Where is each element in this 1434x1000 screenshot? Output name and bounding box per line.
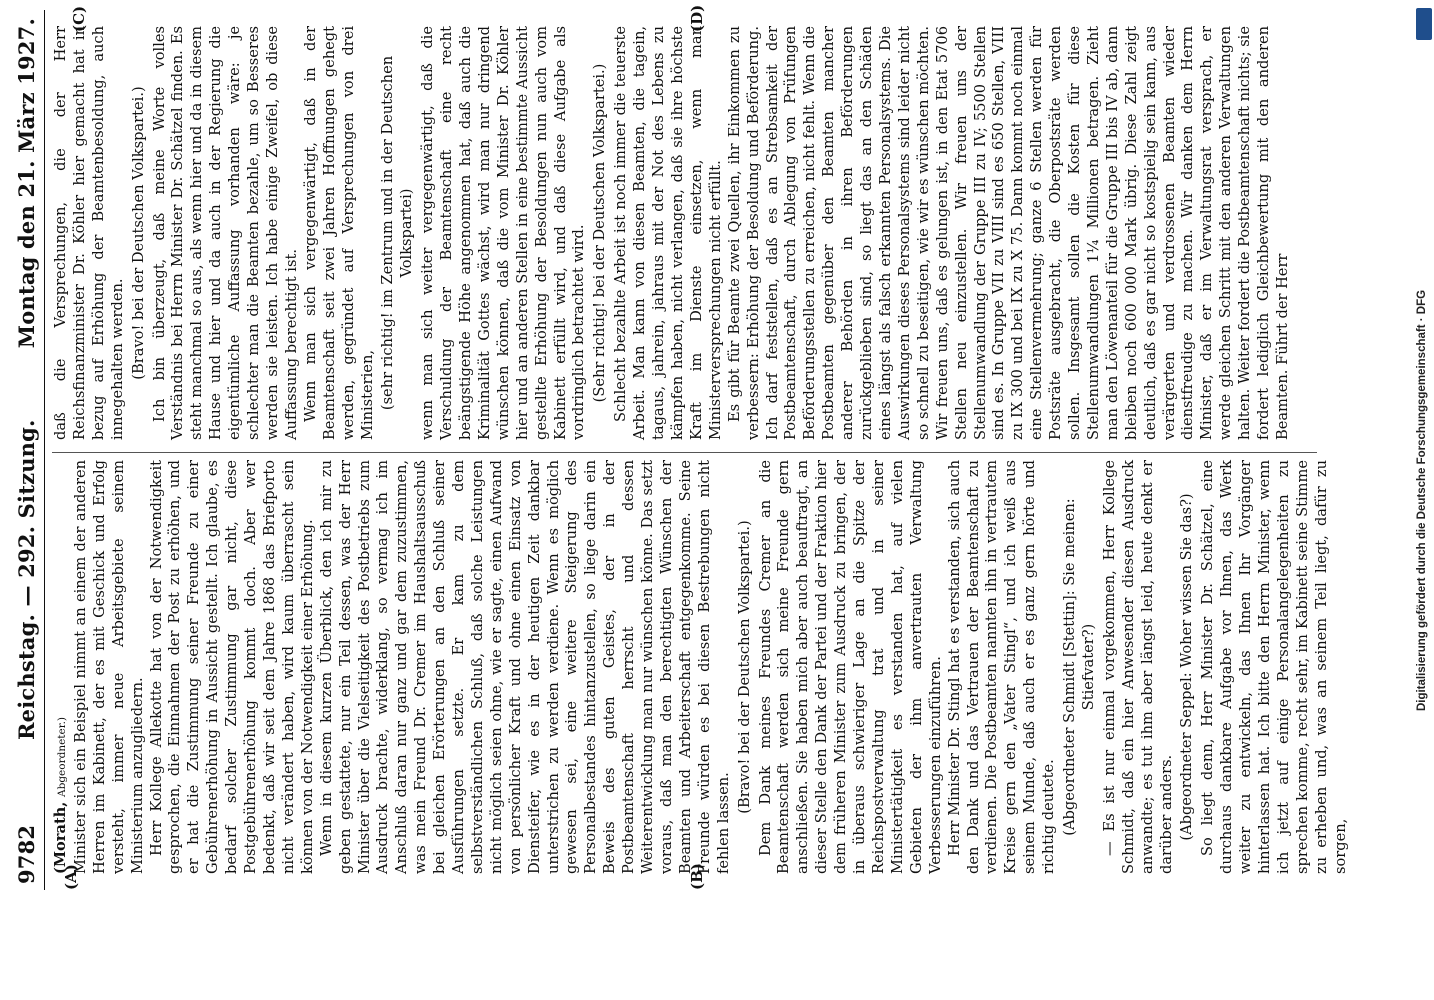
page-number: 9782 <box>14 824 39 884</box>
interjection-note: (Abgeordneter Schmidt [Stettin]: Sie meinen: Stiefvater?) <box>1061 498 1097 836</box>
margin-marker-a: (A) <box>62 864 80 890</box>
digitization-credit <box>1412 8 1432 993</box>
paragraph: Wenn in diesem kurzen Überblick, den ich mir zu geben gestattete, nur ein Teil dessen, was der Herr Minister über die Vielseitigkeit des Postbetriebs zum Ausdruck brachte, widerklang, so vermag ich im Anschluß daran nur ganz und gar dem zuzustimmen, was mein Freund Dr. Cremer im Haushaltsausschuß bei gleichen Erörterungen an den Schluß seiner Ausführungen setzte. Er kam zu dem selbstverständlichen Schluß, daß solche Leistungen nicht möglich seien ohne, wie er sagte, einen Aufwand von persönlicher Kraft und ohne einen Einsatz von Diensteifer, wie es in der heutigen Zeit dankbar unterstrichen zu werden verdiene. Wenn es möglich gewesen sei, eine weitere Steigerung des Personalbestandes hintanzustellen, so liege darin ein Beweis des guten Geistes, der in der Postbeamtenschaft herrscht und dessen Weiterentwicklung man nur wünschen könne. Das setzt voraus, daß man den berechtigten Wünschen der Beamten und Arbeiterschaft entgegenkomme. Seine Freunde würden es bei diesen Bestrebungen nicht fehlen lassen. <box>317 460 732 874</box>
paragraph: wenn man sich weiter vergegenwärtigt, daß die Verschuldung der Beamtenschaft eine recht beängstigende Höhe angenommen hat, daß auch die Kriminalität Gottes wächst, wird man nur dringend wünschen können, daß die vom Minister Dr. Köhler hier und an anderen Stellen in eine bestimmte Aussicht gestellte Erhöhung der Besoldungen nun auch vom Kabinett erfüllt wird, und daß diese Aufgabe als vordringlich betrachtet wird. <box>419 26 588 440</box>
dfg-logo-icon <box>1416 8 1432 40</box>
column-divider <box>52 452 1317 453</box>
page-header <box>10 10 45 890</box>
paragraph: Herr Kollege Allekotte hat von der Notwendigkeit gesprochen, die Einnahmen der Post zu erhöhen, und er hat die Zustimmung seiner Freunde zu einer Gebührenerhöhung in Aussicht gestellt. Ich glaube, es bedarf solcher Zustimmung gar nicht, diese Postgebührenerhöhung kommt doch. Aber wer bedenkt, daß wir seit dem Jahre 1868 das Briefporto nicht verändert haben, wird kaum überrascht sein können von der Notwendigkeit einer Erhöhung. <box>147 460 316 874</box>
applause-note: (Bravo! bei der Deutschen Volkspartei.) <box>129 86 147 380</box>
paragraph: Dem Dank meines Freundes Cremer an die Beamtenschaft werden sich meine Freunde gern anschließen. Sie haben mich aber auch beauftragt, an dieser Stelle den Dank der Partei und der Fraktion hier dem früheren Minister zum Ausdruck zu bringen, der in überaus schwieriger Lage an die Spitze der Reichspostverwaltung trat und in seiner Ministertätigkeit es verstanden hat, auf vielen Gebieten der ihm anvertrauten Verwaltung Verbesserungen einzuführen. <box>756 460 944 874</box>
session-title: Reichstag. — 292. Sitzung. <box>14 419 39 740</box>
margin-marker-c: (C) <box>70 5 88 32</box>
paragraph: Ich bin überzeugt, daß meine Worte volles Verständnis bei Herrn Minister Dr. Schätzel finden. Es steht manchmal so aus, als wenn hier und da in diesem Hause und hier und da auch in der Regierung die eigentümliche Auffassung vorhanden wäre: je schlechter man die Beamten bezahle, um so Besseres werden sie leisten. Ich habe einige Zweifel, ob diese Auffassung berechtigt ist. <box>150 26 300 440</box>
credit-text: Digitalisierung gefördert durch die Deutsche Forschungsgemeinschaft · DFG <box>1416 289 1428 712</box>
paragraph: daß die Versprechungen, die der Herr Reichsfinanzminister Dr. Köhler hier gemacht hat in bezug auf Erhöhung der Beamtenbesoldung, auch innegehalten werden. <box>52 26 126 440</box>
applause-note: (Bravo! bei der Deutschen Volkspartei.) <box>735 520 753 814</box>
speaker-line <box>52 460 72 874</box>
margin-marker-b: (B) <box>688 863 706 890</box>
left-column <box>52 460 1349 874</box>
speaker-role: Abgeordneter.) <box>56 716 68 797</box>
applause-note: (sehr richtig! im Zentrum und in der Deutschen Volkspartei) <box>379 55 416 411</box>
paragraph: Minister sich ein Beispiel nimmt an einem der anderen Herren im Kabinett, der es mit Geschick und Erfolg versteht, immer neue Arbeitsgebiete seinem Ministerium anzugliedern. <box>71 460 146 874</box>
margin-marker-d: (D) <box>688 4 706 32</box>
paragraph: Herr Minister Dr. Stingl hat es verstanden, sich auch den Dank und das Vertrauen der Beamtenschaft zu verdienen. Die Postbeamten nannten ihn in vertrautem Kreise gern den „Vater Stingl“, und ich weiß aus seinem Munde, daß auch er es ganz gern hörte und richtig deutete. <box>945 460 1058 874</box>
speaker-name: (Morath, <box>52 801 69 874</box>
paragraph: Wenn man sich vergegenwärtigt, daß in der Beamtenschaft seit zwei Jahren Hoffnungen gehegt werden, gegründet auf Versprechungen von drei Ministerien, <box>301 26 376 440</box>
paragraph: Schlecht bezahlte Arbeit ist noch immer die teuerste Arbeit. Man kann von diesen Beamten, die tagein, tagaus, jahrein, jahraus mit der Not des Lebens zu kämpfen haben, nicht verlangen, daß sie ihre höchste Kraft im Dienste einsetzen, wenn man Ministerversprechungen nicht erfüllt. <box>612 26 724 440</box>
right-column <box>52 26 1322 440</box>
paragraph: So liegt denn, Herr Minister Dr. Schätzel, eine durchaus dankbare Aufgabe vor Ihnen, das Werk weiter zu entwickeln, das Ihnen Ihr Vorgänger hinterlassen hat. Ich bitte den Herrn Minister, wenn ich jetzt auf einige Personalangelegenheiten zu sprechen komme, recht sehr, im Kabinett seine Stimme zu erheben und, was an seinem Teil liegt, dafür zu sorgen, <box>1199 460 1349 874</box>
session-date: Montag den 21. März 1927. <box>14 18 39 349</box>
interjection-note: (Abgeordneter Seppel: Woher wissen Sie das?) <box>1178 493 1196 841</box>
applause-note: (Sehr richtig! bei der Deutschen Volkspartei.) <box>591 63 609 403</box>
paragraph: — Es ist nur einmal vorgekommen, Herr Kollege Schmidt, daß ein hier Anwesender diesen Ausdruck anwandte; es tut ihm aber längst leid, heute denkt er darüber anders. <box>1100 460 1175 874</box>
paragraph: Es gibt für Beamte zwei Quellen, ihr Einkommen zu verbessern: Erhöhung der Besoldung und Beförderung. Ich darf feststellen, daß es an Strebsamkeit der Postbeamtenschaft, durch Ablegung von Prüfungen Beförderungsstellen zu erreichen, nicht fehlt. Wenn die Postbeamten gegenüber den Beamten mancher anderer Behörden in ihren Beförderungen zurückgeblieben sind, so liegt das an den Schäden eines längst als falsch erkannten Personalsystems. Die Auswirkungen dieses Personalsystems sind leider nicht so schnell zu beseitigen, wie wir es wünschen möchten. Wir freuen uns, daß es gelungen ist, in den Etat 5706 Stellen neu einzustellen. Wir freuen uns der Stellenumwandlung der Gruppe III zu IV; 5500 Stellen sind es. In Gruppe VII zu VIII sind es 650 Stellen, VIII zu IX 300 und bei IX zu X 75. Dann kommt noch einmal eine Stellenvermehrung; ganze 6 Stellen werden für Postsräte ausgebracht, die Oberpostsräte werden sollen. Insgesamt sollen die Kosten für diese Stellenumwandlungen 1¼ Millionen betragen. Zieht man den Löwenanteil für die Gruppe III bis IV ab, dann bleiben noch 600 000 Mark übrig. Diese Zahl zeigt deutlich, daß es gar nicht so kostspielig sein kann, aus verärgerten und verdrossenen Beamten wieder dienstfreudige zu machen. Wir danken dem Herrn Minister, daß er im Verwaltungsrat versprach, er werde gleichen Schritt mit den anderen Verwaltungen halten. Weiter fordert die Postbeamtenschaft nichts; sie fordert lediglich Gleichbewertung mit den anderen Beamten. Führt der Herr <box>725 26 1291 440</box>
